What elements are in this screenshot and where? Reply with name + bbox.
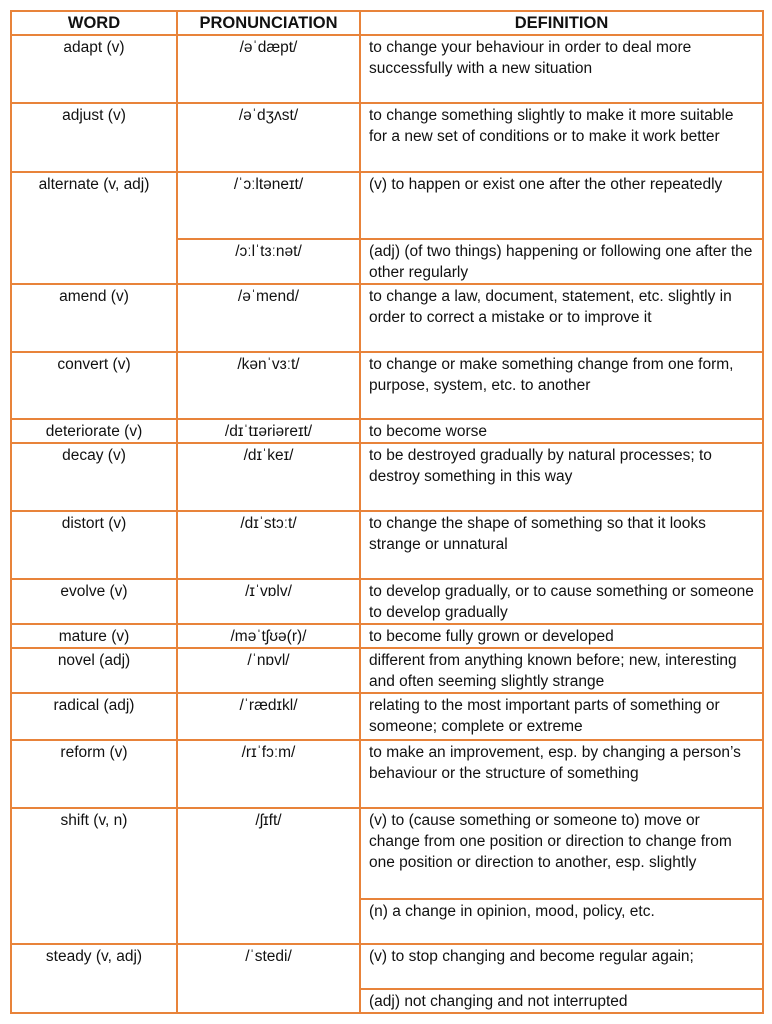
- definition-cell: to change or make something change from one form, purpose, system, etc. to another: [360, 352, 763, 419]
- pronunciation-cell: /ʃɪft/: [177, 808, 360, 944]
- definition-cell: (v) to happen or exist one after the other repeatedly: [360, 172, 763, 239]
- word-cell: distort (v): [11, 511, 177, 578]
- header-word: WORD: [11, 11, 177, 35]
- table-row: [11, 511, 763, 578]
- definition-cell: (adj) not changing and not interrupted: [360, 989, 763, 1013]
- pronunciation-cell: /ˈɔːltəneɪt/: [177, 172, 360, 239]
- table-row: [11, 579, 763, 624]
- word-cell: convert (v): [11, 352, 177, 419]
- header-row: [11, 11, 763, 35]
- definition-line: strange or unnatural: [369, 536, 508, 554]
- word-cell: mature (v): [11, 624, 177, 648]
- definition-cell: to become fully grown or developed: [360, 624, 763, 648]
- table-row: [11, 172, 763, 239]
- table-row: [11, 808, 763, 899]
- pronunciation-cell: /məˈtʃʊə(r)/: [177, 624, 360, 648]
- definition-line: to change the shape of something so that it looks: [369, 515, 706, 533]
- table-row: [11, 624, 763, 648]
- definition-cell: to become worse: [360, 419, 763, 443]
- word-cell: decay (v): [11, 443, 177, 511]
- pronunciation-cell: /dɪˈstɔːt/: [177, 511, 360, 578]
- pronunciation-cell: /dɪˈtɪəriəreɪt/: [177, 419, 360, 443]
- pronunciation-cell: /əˈdʒʌst/: [177, 103, 360, 171]
- definition-cell: to change your behaviour in order to deal more successfully with a new situation: [360, 35, 763, 103]
- definition-cell: (v) to (cause something or someone to) move or change from one position or direction to change from one position or direction to another, esp. slightly: [360, 808, 763, 899]
- word-cell: evolve (v): [11, 579, 177, 624]
- pronunciation-cell: /ˈrædɪkl/: [177, 693, 360, 739]
- word-cell: novel (adj): [11, 648, 177, 693]
- definition-cell: to develop gradually, or to cause something or someone to develop gradually: [360, 579, 763, 624]
- pronunciation-cell: /ɪˈvɒlv/: [177, 579, 360, 624]
- table-row: [11, 352, 763, 419]
- definition-cell: to be destroyed gradually by natural processes; to destroy something in this way: [360, 443, 763, 511]
- word-cell: adjust (v): [11, 103, 177, 171]
- pronunciation-cell: /rɪˈfɔːm/: [177, 740, 360, 808]
- table-row: [11, 944, 763, 989]
- definition-cell: (n) a change in opinion, mood, policy, etc.: [360, 899, 763, 943]
- table-row: [11, 419, 763, 443]
- definition-cell: (v) to stop changing and become regular again;: [360, 944, 763, 989]
- definition-cell: relating to the most important parts of something or someone; complete or extreme: [360, 693, 763, 739]
- pronunciation-cell: /kənˈvɜːt/: [177, 352, 360, 419]
- word-cell: shift (v, n): [11, 808, 177, 944]
- word-cell: amend (v): [11, 284, 177, 351]
- table-row: [11, 693, 763, 739]
- vocabulary-table: [10, 10, 764, 1014]
- word-cell: adapt (v): [11, 35, 177, 103]
- table-row: [11, 35, 763, 103]
- header-definition: DEFINITION: [360, 11, 763, 35]
- word-cell: alternate (v, adj): [11, 172, 177, 285]
- table-row: [11, 443, 763, 511]
- header-pronunciation: PRONUNCIATION: [177, 11, 360, 35]
- word-cell: reform (v): [11, 740, 177, 808]
- table-row: [11, 103, 763, 171]
- definition-cell: (adj) (of two things) happening or following one after the other regularly: [360, 239, 763, 284]
- pronunciation-cell: /ɔːlˈtɜːnət/: [177, 239, 360, 284]
- definition-cell: to change a law, document, statement, etc. slightly in order to correct a mistake or to improve it: [360, 284, 763, 351]
- table-row: [11, 648, 763, 693]
- word-cell: deteriorate (v): [11, 419, 177, 443]
- pronunciation-cell: /dɪˈkeɪ/: [177, 443, 360, 511]
- word-cell: steady (v, adj): [11, 944, 177, 1013]
- pronunciation-cell: /əˈmend/: [177, 284, 360, 351]
- word-cell: radical (adj): [11, 693, 177, 739]
- definition-cell: [360, 511, 763, 578]
- pronunciation-cell: /ˈstedi/: [177, 944, 360, 1013]
- definition-cell: different from anything known before; new, interesting and often seeming slightly strange: [360, 648, 763, 693]
- definition-cell: to make an improvement, esp. by changing a person’s behaviour or the structure of something: [360, 740, 763, 808]
- pronunciation-cell: /ˈnɒvl/: [177, 648, 360, 693]
- definition-cell: to change something slightly to make it more suitable for a new set of conditions or to make it work better: [360, 103, 763, 171]
- table-row: [11, 740, 763, 808]
- table-row: [11, 284, 763, 351]
- pronunciation-cell: /əˈdæpt/: [177, 35, 360, 103]
